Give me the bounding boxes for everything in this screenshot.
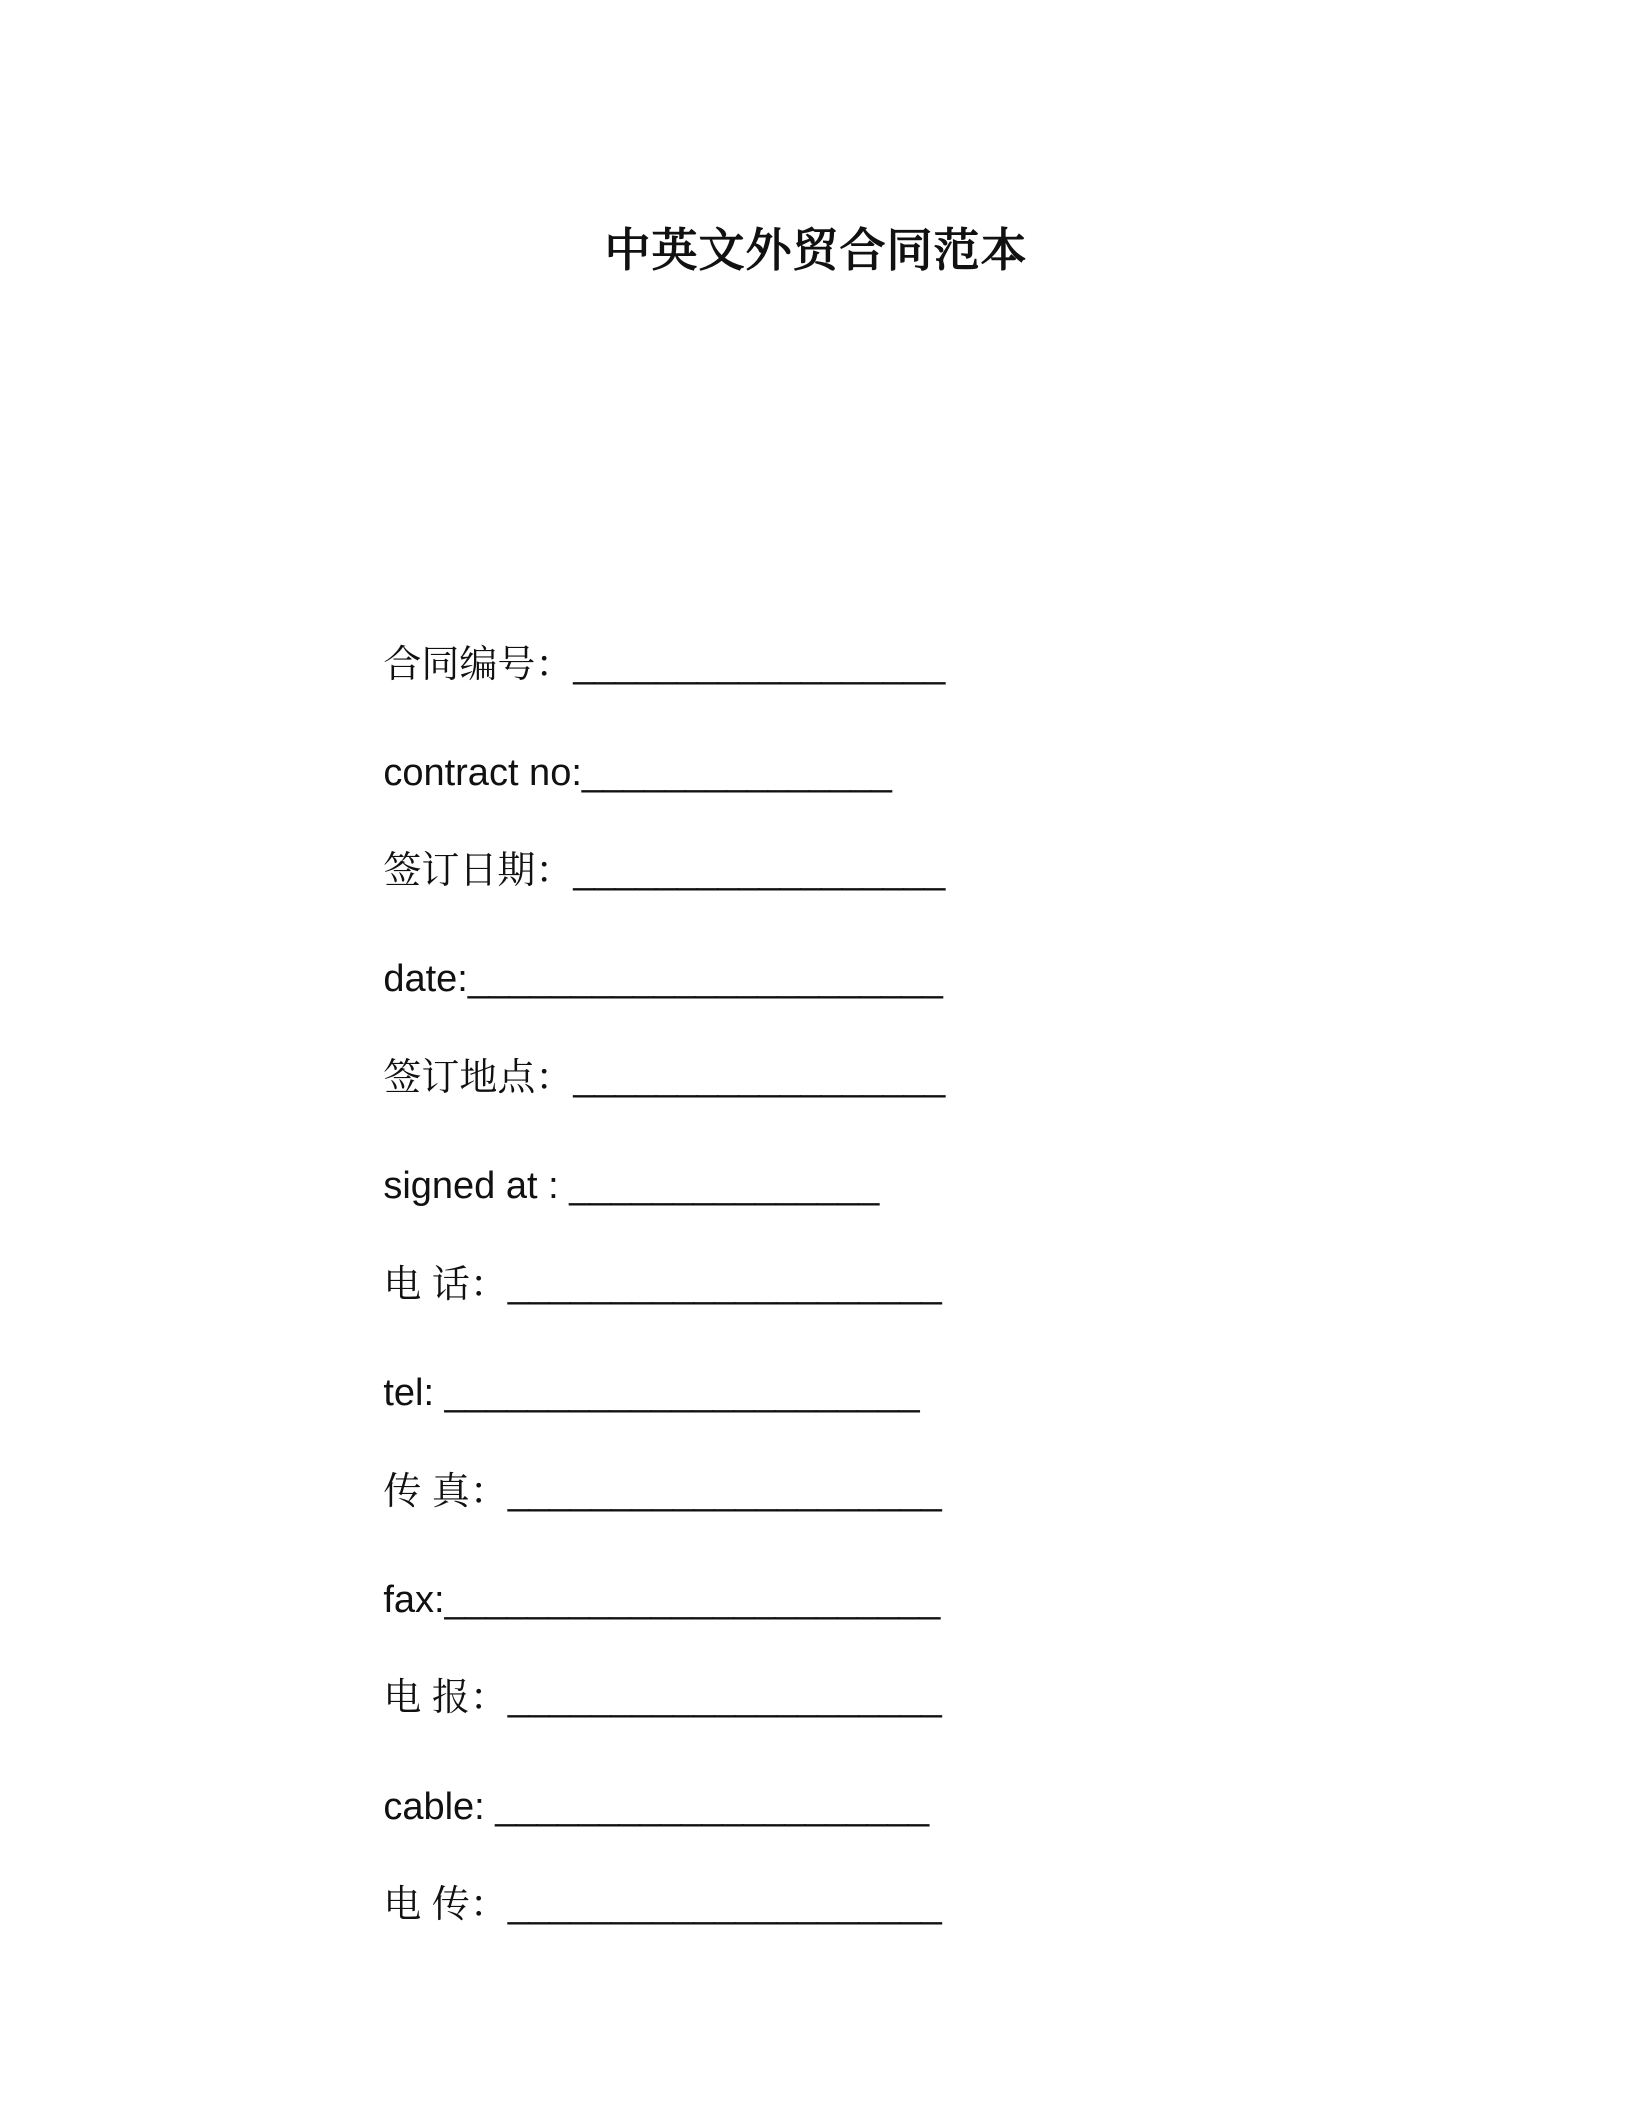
- fill-in-blank[interactable]: __________________: [573, 850, 945, 892]
- field-label: cable:: [383, 1786, 496, 1828]
- field-label: tel:: [383, 1372, 445, 1414]
- fill-in-blank[interactable]: _____________________: [507, 1677, 942, 1719]
- fill-in-blank[interactable]: __________________: [573, 644, 945, 686]
- field-telex-cn: [335, 1835, 941, 1974]
- fill-in-blank[interactable]: _____________________: [495, 1786, 929, 1828]
- field-label: 电 传：: [383, 1884, 508, 1926]
- document-title: 中英文外贸合同范本: [604, 223, 1028, 277]
- field-label: 电 话：: [383, 1264, 508, 1306]
- field-label: 签订地点：: [383, 1057, 574, 1099]
- field-label: 电 报：: [383, 1677, 508, 1719]
- fill-in-blank[interactable]: _____________________: [507, 1471, 942, 1513]
- field-label: signed at :: [383, 1165, 570, 1207]
- fill-in-blank[interactable]: _______________________: [444, 1372, 920, 1414]
- field-label: date:: [383, 958, 468, 1000]
- fill-in-blank[interactable]: __________________: [573, 1057, 945, 1099]
- fill-in-blank[interactable]: ________________________: [444, 1579, 940, 1621]
- fill-in-blank[interactable]: _______________: [581, 752, 892, 794]
- fill-in-blank[interactable]: _______________________: [467, 958, 943, 1000]
- field-label: 传 真：: [383, 1471, 508, 1513]
- field-label: fax:: [383, 1579, 445, 1621]
- fill-in-blank[interactable]: _____________________: [507, 1884, 942, 1926]
- field-label: 签订日期：: [383, 850, 574, 892]
- fill-in-blank[interactable]: _____________________: [507, 1264, 942, 1306]
- field-label: contract no:: [383, 752, 582, 794]
- field-label: 合同编号：: [383, 644, 574, 686]
- fill-in-blank[interactable]: _______________: [569, 1165, 879, 1207]
